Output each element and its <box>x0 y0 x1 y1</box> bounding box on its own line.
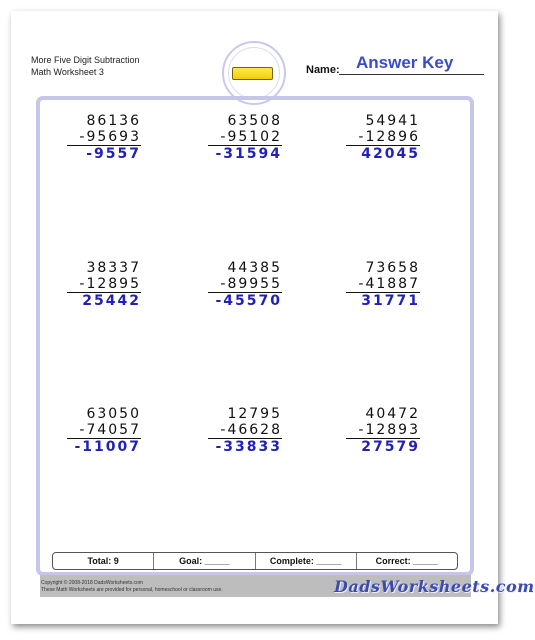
minuend: 86136 <box>86 113 141 129</box>
answer: -11007 <box>74 439 141 455</box>
subtrahend: -74057 <box>67 422 141 439</box>
answer-key-heading: Answer Key <box>356 53 454 72</box>
problem-3 <box>346 113 420 162</box>
score-footer <box>52 552 458 570</box>
problem-8 <box>208 406 282 455</box>
total-cell: Total: 9 <box>53 553 154 569</box>
minuend: 73658 <box>365 260 420 276</box>
problem-5 <box>208 260 282 309</box>
dadsworksheets-logo: DadsWorksheets.com <box>334 577 535 596</box>
answer: 27579 <box>361 439 420 455</box>
answer: 25442 <box>82 293 141 309</box>
minuend: 40472 <box>365 406 420 422</box>
answer: -9557 <box>86 146 141 162</box>
subtrahend: -12896 <box>346 129 420 146</box>
minuend: 38337 <box>86 260 141 276</box>
complete-cell: Complete: _____ <box>256 553 357 569</box>
problem-7 <box>67 406 141 455</box>
gold-bar-icon <box>232 67 273 80</box>
answer: -45570 <box>215 293 282 309</box>
goal-cell: Goal: _____ <box>154 553 255 569</box>
title-line-1: More Five Digit Subtraction <box>31 55 140 65</box>
problem-4 <box>67 260 141 309</box>
answer: -33833 <box>215 439 282 455</box>
subtrahend: -12895 <box>67 276 141 293</box>
subtrahend: -46628 <box>208 422 282 439</box>
subtrahend: -95102 <box>208 129 282 146</box>
problems-frame <box>36 96 474 576</box>
minuend: 63508 <box>227 113 282 129</box>
worksheet-title <box>31 54 140 78</box>
answer: 42045 <box>361 146 420 162</box>
minuend: 54941 <box>365 113 420 129</box>
name-label: Name: <box>306 64 340 76</box>
name-line <box>339 74 484 75</box>
minuend: 44385 <box>227 260 282 276</box>
copyright-line-2: These Math Worksheets are provided for personal, homeschool or classroom use. <box>41 587 223 593</box>
subtrahend: -41887 <box>346 276 420 293</box>
minuend: 12795 <box>227 406 282 422</box>
subtrahend: -12893 <box>346 422 420 439</box>
problem-9 <box>346 406 420 455</box>
problem-2 <box>208 113 282 162</box>
title-line-2: Math Worksheet 3 <box>31 67 104 77</box>
problem-6 <box>346 260 420 309</box>
copyright-line-1: Copyright © 2008-2018 DadsWorksheets.com <box>41 580 143 586</box>
problem-1 <box>67 113 141 162</box>
subtrahend: -89955 <box>208 276 282 293</box>
minuend: 63050 <box>86 406 141 422</box>
answer: 31771 <box>361 293 420 309</box>
copyright-notice <box>41 580 223 594</box>
correct-cell: Correct: _____ <box>375 556 439 566</box>
subtrahend: -95693 <box>67 129 141 146</box>
answer: -31594 <box>215 146 282 162</box>
